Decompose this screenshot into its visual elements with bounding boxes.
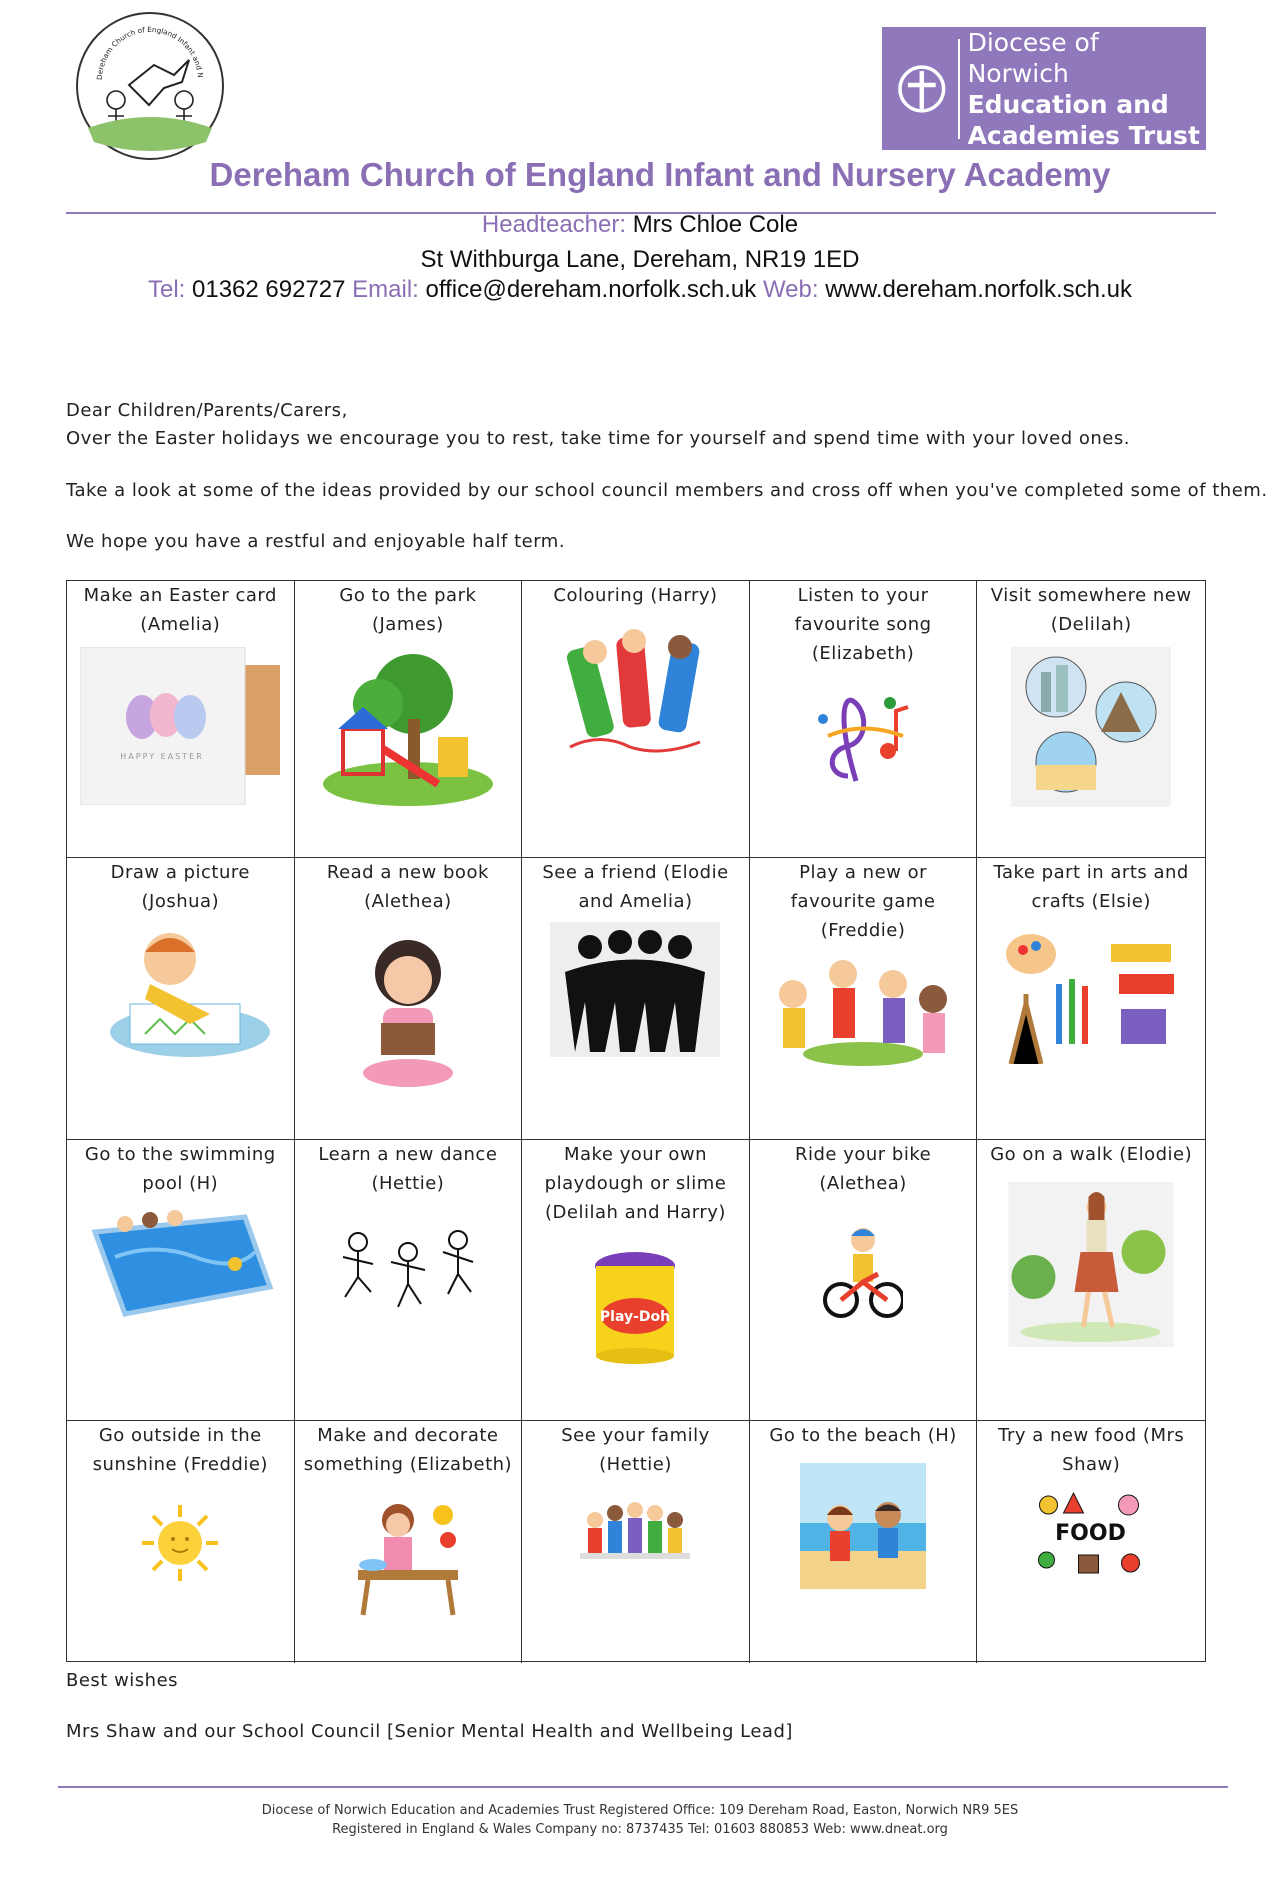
email-label: Email:: [352, 276, 419, 303]
activity-label: Take part in arts and crafts (Elsie): [993, 862, 1189, 912]
activity-cell: [67, 1421, 295, 1663]
kids-game-icon: [763, 944, 963, 1074]
activity-cell: [750, 581, 978, 858]
music-notes-icon: [808, 681, 918, 796]
headteacher-name: Mrs Chloe Cole: [632, 211, 799, 238]
activity-cell: [522, 1140, 750, 1421]
playdough-icon: [590, 1246, 680, 1371]
web-link[interactable]: www.dereham.norfolk.sch.uk: [825, 276, 1133, 303]
activity-cell: [295, 1140, 523, 1421]
page-title: Dereham Church of England Infant and Nursery Academy: [209, 156, 1111, 193]
food-doodle-icon: [1029, 1485, 1154, 1585]
easter-card-icon: [80, 647, 280, 810]
svg-text:FOOD: FOOD: [1055, 1521, 1127, 1546]
activity-label: Draw a picture (Joshua): [110, 862, 250, 912]
activity-cell: [750, 858, 978, 1140]
headteacher-line: [0, 211, 1280, 239]
swimming-pool-icon: [85, 1202, 275, 1327]
activity-cell: [522, 581, 750, 858]
footer-line: Diocese of Norwich Education and Academies Trust Registered Office: 109 Dereham Road, Easton, Norwich NR9 5ES: [261, 1803, 1019, 1818]
activity-cell: [67, 1140, 295, 1421]
diocese-logo: [882, 27, 1206, 150]
letter-paragraph: Take a look at some of the ideas provided by our school council members and cross off when you've completed some of them.: [66, 480, 1268, 501]
footer-divider: [58, 1786, 1228, 1788]
family-icon: [580, 1495, 690, 1575]
activity-cell: [522, 1421, 750, 1663]
activities-grid: [66, 580, 1206, 1662]
svg-text:Play-Doh: Play-Doh: [600, 1309, 671, 1325]
dancing-figures-icon: [323, 1222, 493, 1317]
letter-paragraph: Over the Easter holidays we encourage you to rest, take time for yourself and spend time with your loved ones.: [66, 428, 1130, 449]
playground-icon: [318, 649, 498, 814]
tel-label: Tel:: [147, 276, 186, 303]
tel-value: 01362 692727: [192, 276, 346, 303]
school-logo-text: Dereham Church of England Infant and N: [94, 24, 206, 81]
svg-text:HAPPY EASTER: HAPPY EASTER: [120, 752, 205, 761]
activity-label: Make an Easter card (Amelia): [83, 585, 277, 635]
school-logo: [74, 10, 226, 162]
activity-cell: [295, 858, 523, 1140]
activity-cell: [67, 581, 295, 858]
activity-cell: [750, 1421, 978, 1663]
places-icon: [1011, 647, 1171, 812]
walking-icon: [1009, 1182, 1174, 1352]
sun-icon: [140, 1503, 220, 1588]
activity-label: Play a new or favourite game (Freddie): [790, 862, 936, 941]
beach-icon: [800, 1463, 926, 1594]
activity-label: Read a new book (Alethea): [326, 862, 489, 912]
email-link[interactable]: office@dereham.norfolk.sch.uk: [425, 276, 757, 303]
cross-icon: [896, 63, 948, 115]
activity-label: Go to the park (James): [339, 585, 477, 635]
footer-line: Registered in England & Wales Company no: 8737435 Tel: 01603 880853 Web: www.dneat.org: [332, 1822, 948, 1837]
activity-cell: [295, 581, 523, 858]
activity-label: See your family (Hettie): [561, 1425, 710, 1475]
letter-paragraph: We hope you have a restful and enjoyable half term.: [66, 531, 566, 552]
activity-cell: [977, 1140, 1205, 1421]
activity-label: Visit somewhere new (Delilah): [990, 585, 1192, 635]
activity-cell: [67, 858, 295, 1140]
activity-cell: [295, 1421, 523, 1663]
activity-label: Ride your bike (Alethea): [794, 1144, 932, 1194]
diocese-line-3: Academies Trust: [967, 120, 1200, 150]
activity-label: Make and decorate something (Elizabeth): [303, 1425, 513, 1475]
web-label: Web:: [762, 276, 819, 303]
diocese-line-1: Diocese of Norwich: [967, 27, 1099, 88]
headteacher-label: Headteacher:: [481, 211, 627, 238]
reading-child-icon: [353, 928, 463, 1103]
activity-cell: [977, 858, 1205, 1140]
address: St Withburga Lane, Dereham, NR19 1ED: [420, 246, 860, 273]
friends-icon: [550, 922, 720, 1062]
activity-label: Learn a new dance (Hettie): [318, 1144, 498, 1194]
activity-label: Go to the swimming pool (H): [84, 1144, 276, 1194]
activity-cell: [977, 1421, 1205, 1663]
activity-label: Try a new food (Mrs Shaw): [998, 1425, 1185, 1475]
activity-label: Colouring (Harry): [553, 585, 718, 606]
drawing-child-icon: [90, 924, 270, 1069]
greeting: Dear Children/Parents/Carers,: [66, 400, 348, 421]
painting-child-icon: [348, 1495, 468, 1625]
activity-label: Listen to your favourite song (Elizabeth): [794, 585, 932, 664]
activity-label: Go to the beach (H): [769, 1425, 957, 1446]
contact-line: [0, 276, 1280, 304]
crayons-icon: [550, 627, 720, 762]
activity-label: See a friend (Elodie and Amelia): [542, 862, 729, 912]
activity-label: Go outside in the sunshine (Freddie): [92, 1425, 268, 1475]
signature: Mrs Shaw and our School Council [Senior Mental Health and Wellbeing Lead]: [66, 1721, 793, 1742]
activity-cell: [522, 858, 750, 1140]
art-supplies-icon: [1001, 924, 1181, 1069]
diocese-line-2: Education and: [967, 89, 1169, 119]
activity-cell: [750, 1140, 978, 1421]
activity-label: Make your own playdough or slime (Delilah and Harry): [544, 1144, 727, 1223]
bike-icon: [823, 1222, 903, 1327]
activity-cell: [977, 581, 1205, 858]
signoff: Best wishes: [66, 1670, 179, 1691]
activity-label: Go on a walk (Elodie): [990, 1144, 1193, 1165]
